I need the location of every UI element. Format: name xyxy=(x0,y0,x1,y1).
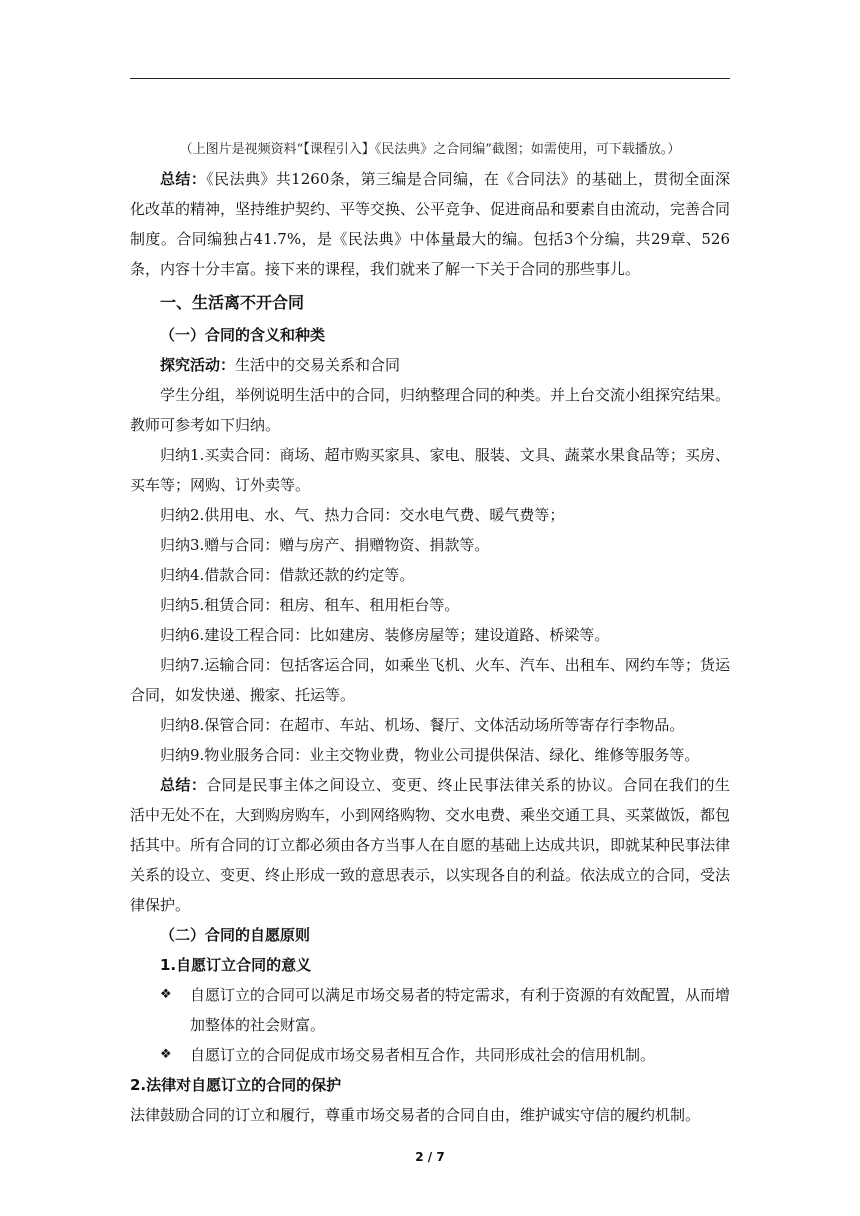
heading-point-1: 1.自愿订立合同的意义 xyxy=(160,956,312,974)
bullet-item xyxy=(130,980,730,1040)
page-content xyxy=(130,138,730,1130)
summary-paragraph-2 xyxy=(130,770,730,920)
activity-description: 学生分组，举例说明生活中的合同，归纳整理合同的种类。并上台交流小组探究结果。教师可参考如下归纳。 xyxy=(130,386,731,434)
list-item: 归纳3.赠与合同：赠与房产、捐赠物资、捐款等。 xyxy=(160,536,490,554)
summary-text: 《民法典》共1260条，第三编是合同编，在《合同法》的基础上，贯彻全面深化改革的精神，坚持维护契约、平等交换、公平竞争、促进商品和要素自由流动，完善合同制度。合同编独占41.7%，是《民法典》中体量最大的编。包括3个分编，共29章、526条，内容十分丰富。接下来的课程，我们就来了解一下关于合同的那些事儿。 xyxy=(130,170,731,278)
bullet-diamond-icon: ❖ xyxy=(160,987,172,1002)
list-item: 归纳2.供用电、水、气、热力合同：交水电气费、暖气费等； xyxy=(160,506,565,524)
heading-subsection-2: （二）合同的自愿原则 xyxy=(160,926,311,944)
list-item: 归纳1.买卖合同：商场、超市购买家具、家电、服装、文具、蔬菜水果食品等；买房、买车等；网购、订外卖等。 xyxy=(130,446,730,494)
page-number: 2 / 7 xyxy=(415,1150,445,1164)
list-item: 归纳9.物业服务合同：业主交物业费，物业公司提供保洁、绿化、维修等服务等。 xyxy=(160,746,700,764)
summary-text: 合同是民事主体之间设立、变更、终止民事法律关系的协议。合同在我们的生活中无处不在，大到购房购车，小到网络购物、交水电费、乘坐交通工具、买菜做饭，都包括其中。所有合同的订立都必须由各方当事人在自愿的基础上达成共识，即就某种民事法律关系的设立、变更、终止形成一致的意思表示，以实现各自的利益。依法成立的合同，受法律保护。 xyxy=(130,776,731,914)
list-item: 归纳5.租赁合同：租房、租车、租用柜台等。 xyxy=(160,596,460,614)
summary-label: 总结： xyxy=(160,776,207,794)
list-item: 归纳6.建设工程合同：比如建房、装修房屋等；建设道路、桥梁等。 xyxy=(160,626,610,644)
bullet-item xyxy=(130,1040,730,1070)
heading-section-1: 一、生活离不开合同 xyxy=(160,293,305,312)
heading-subsection-1: （一）合同的含义和种类 xyxy=(160,326,326,344)
summary-label: 总结： xyxy=(160,170,207,188)
list-item: 归纳8.保管合同：在超市、车站、机场、餐厅、文体活动场所等寄存行李物品。 xyxy=(160,716,685,734)
heading-point-2: 2.法律对自愿订立的合同的保护 xyxy=(130,1076,342,1094)
list-item: 归纳7.运输合同：包括客运合同，如乘坐飞机、火车、汽车、出租车、网约车等；货运合同，如发快递、搬家、托运等。 xyxy=(130,656,730,704)
activity-text: 生活中的交易关系和合同 xyxy=(235,356,401,374)
activity-paragraph xyxy=(130,350,730,380)
closing-paragraph: 法律鼓励合同的订立和履行，尊重市场交易者的合同自由，维护诚实守信的履约机制。 xyxy=(130,1106,701,1124)
summary-paragraph-1 xyxy=(130,164,730,284)
activity-label: 探究活动： xyxy=(160,356,236,374)
bullet-diamond-icon: ❖ xyxy=(160,1047,172,1062)
image-caption: （上图片是视频资料“【课程引入】《民法典》之合同编”截图；如需使用，可下载播放。） xyxy=(179,142,681,157)
list-item: 归纳4.借款合同：借款还款的约定等。 xyxy=(160,566,415,584)
bullet-text: 自愿订立的合同促成市场交易者相互合作，共同形成社会的信用机制。 xyxy=(190,1046,656,1064)
bullet-text: 自愿订立的合同可以满足市场交易者的特定需求，有利于资源的有效配置，从而增加整体的社会财富。 xyxy=(190,986,731,1034)
header-rule xyxy=(130,78,730,79)
